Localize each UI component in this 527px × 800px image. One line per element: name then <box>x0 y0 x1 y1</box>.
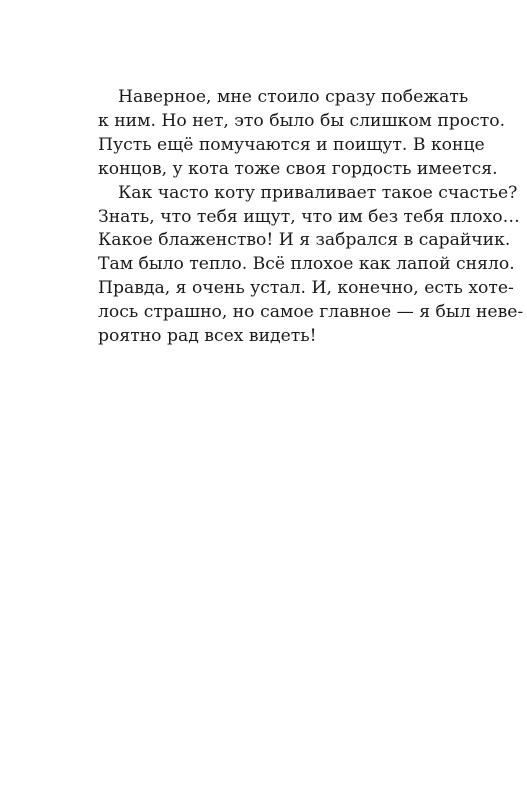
text-line: к ним. Но нет, это было бы слишком просто. <box>98 110 506 131</box>
text-line: лось страшно, но самое главное — я был неве- <box>98 302 524 323</box>
paragraph-1 <box>98 86 506 182</box>
text-line: Пусть ещё помучаются и поищут. В конце <box>98 134 485 155</box>
text-line: Как часто коту приваливает такое счастье? <box>118 182 518 203</box>
text-line: Наверное, мне стоило сразу побежать <box>118 87 469 107</box>
text-line: Знать, что тебя ищут, что им без тебя плохо… <box>98 206 520 227</box>
text-line: концов, у кота тоже своя гордость имеется. <box>98 158 498 179</box>
body-text <box>98 86 524 349</box>
text-line: Правда, я очень устал. И, конечно, есть хоте- <box>98 278 514 299</box>
text-line: Какое блаженство! И я забрался в сарайчик. <box>98 230 511 251</box>
text-line: роятно рад всех видеть! <box>98 326 317 347</box>
paragraph-2 <box>98 182 524 349</box>
text-line: Там было тепло. Всё плохое как лапой сняло. <box>98 254 515 275</box>
